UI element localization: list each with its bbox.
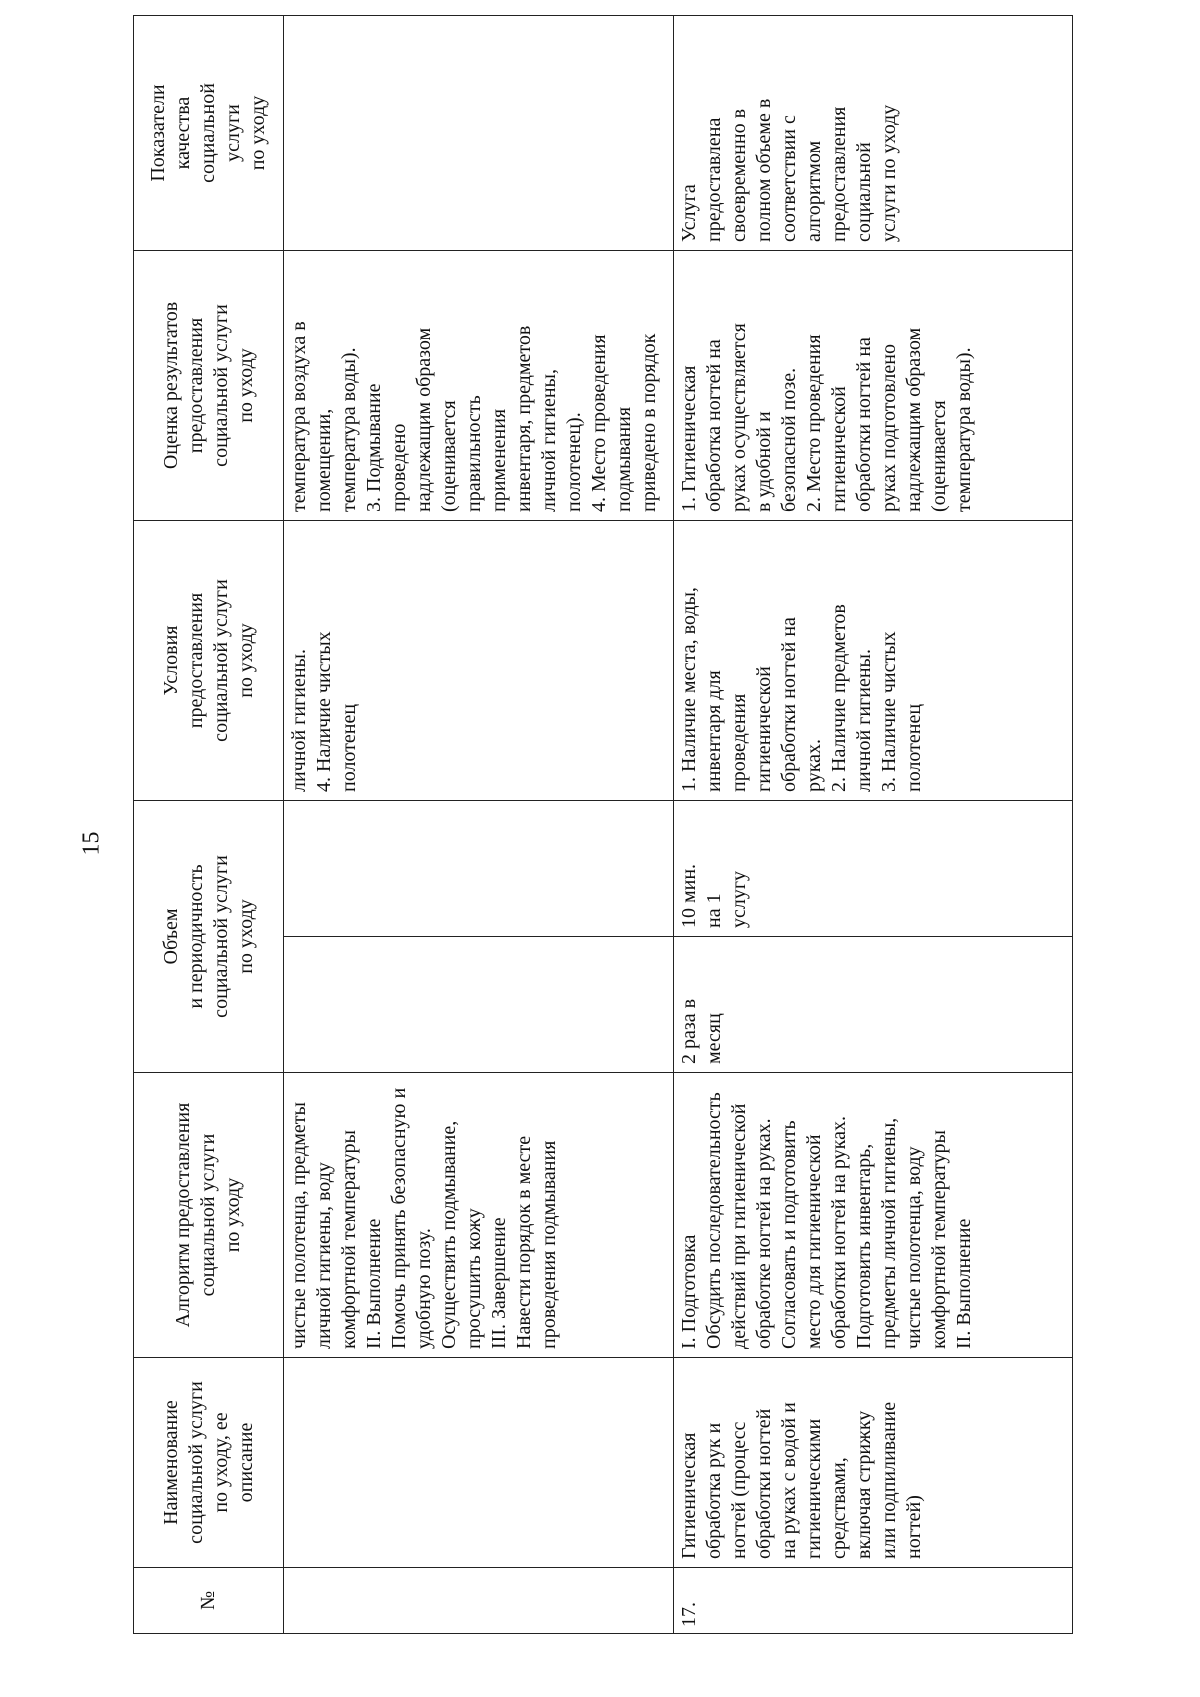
table-row [674, 16, 1073, 1634]
cell-algorithm: I. Подготовка Обсудить последовательность действий при гигиенической обработке ногтей на руках. Согласовать и подготовить место для гигиенической обработки ногтей на руках. Подготовить инвентарь, предметы личной гигиены, чистые полотенца, воду комфортной температуры II. Выполнение [674, 1073, 1073, 1358]
cell-evaluation: 1. Гигиеническая обработка ногтей на руках осуществляется в удобной и безопасной позе. 2. Место проведения гигиенической обработки ногтей на руках подготовлено надлежащим образом (оценивается температура воды). [674, 251, 1073, 521]
cell-num: 17. [674, 1568, 1073, 1634]
rotated-table-container [133, 16, 1073, 1634]
cell-periodicity: 2 раза в месяц [674, 936, 1072, 1072]
cell-evaluation: температура воздуха в помещении, температура воды). 3. Подмывание проведено надлежащим образом (оценивается правильность применения инвентаря, предметов личной гигиены, полотенец). 4. Место проведения подмывания приведено в порядок [284, 251, 674, 521]
cell-periodicity [284, 936, 673, 1072]
table-header-row [134, 16, 284, 1634]
cell-num [284, 1568, 674, 1634]
header-algorithm: Алгоритм предоставления социальной услуги по уходу [134, 1073, 284, 1358]
table-row [284, 16, 674, 1634]
header-quality: Показатели качества социальной услуги по уходу [134, 16, 284, 251]
cell-algorithm: чистые полотенца, предметы личной гигиены, воду комфортной температуры II. Выполнение Помочь принять безопасную и удобную позу. Осуществить подмывание, просушить кожу III. Завершение Навести порядок в месте проведения подмывания [284, 1073, 674, 1358]
header-volume: Объем и периодичность социальной услуги по уходу [134, 801, 284, 1073]
header-name: Наименование социальной услуги по уходу, ее описание [134, 1358, 284, 1568]
cell-duration [284, 801, 673, 936]
cell-name: Гигиеническая обработка рук и ногтей (процесс обработки ногтей на руках с водой и гигиеническими средствами, включая стрижку или подпиливание ногтей) [674, 1358, 1073, 1568]
cell-quality [284, 16, 674, 251]
header-evaluation: Оценка результатов предоставления социальной услуги по уходу [134, 251, 284, 521]
page-number: 15 [78, 831, 105, 856]
cell-duration: 10 мин. на 1 услугу [678, 863, 750, 928]
cell-quality: Услуга предоставлена своевременно в полном объеме в соответствии с алгоритмом предоставления социальной услуги по уходу [674, 16, 1073, 251]
header-conditions: Условия предоставления социальной услуги по уходу [134, 521, 284, 801]
cell-conditions: личной гигиены. 4. Наличие чистых полотенец [284, 521, 674, 801]
header-num: № [134, 1568, 284, 1634]
social-services-table [133, 15, 1073, 1634]
cell-volume [284, 801, 674, 1073]
cell-volume [674, 801, 1073, 1073]
cell-conditions: 1. Наличие места, воды, инвентаря для проведения гигиенической обработки ногтей на руках. 2. Наличие предметов личной гигиены. 3. Наличие чистых полотенец [674, 521, 1073, 801]
cell-name [284, 1358, 674, 1568]
